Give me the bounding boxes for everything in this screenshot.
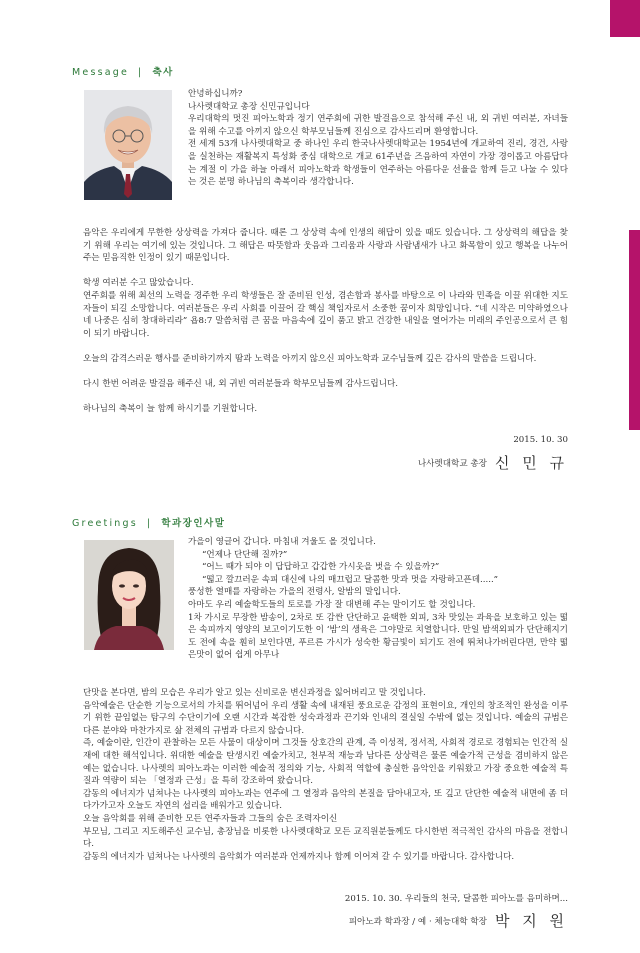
greetings-intro-line: “어느 때가 되야 이 답답하고 갑갑한 가시옷을 벗을 수 있을까?” <box>202 562 440 573</box>
message-paragraph: 연주회를 위해 최선의 노력을 경주한 우리 학생들은 잘 준비된 인성, 겸손함과 봉사를 바탕으로 이 나라와 민족을 이끌 위대한 지도자들이 되길 소망합니다. 여러분들은 우리 사회를 이끌어 갈 핵심 책임자로서 소중한 꿈이자 희망입니다. “네 시작은 미약하였으나 네 나중은 심히 창대하리라” 욥8:7 말씀처럼 큰 꿈을 마음속에 깊이 품고 밝고 건강한 내일을 열어가는 미래의 주인공으로서 큰 힘이 되기 바랍니다. <box>83 290 568 339</box>
message-signer-name: 신 민 규 <box>494 454 568 472</box>
message-heading <box>72 64 174 78</box>
greetings-heading-en: Greetings <box>72 518 138 529</box>
message-date: 2015. 10. 30 <box>513 435 568 445</box>
greetings-paragraph: 음악예술은 단순한 기능으로서의 가치를 뛰어넘어 우리 생활 속에 내재된 풍요로운 감정의 표현이요, 개인의 창조적인 완성을 이루기 위한 끝임없는 탐구의 수단이기에 오랜 시간과 복잡한 성숙과정과 끈기와 인내의 결실일 수밖에 없는 것입니다. 예술의 규범은 다른 분야와 마찬가지로 삶 전체의 규범과 다르지 않습니다. <box>83 700 568 736</box>
greetings-paragraph: 감동의 에너지가 넘쳐나는 나사렛의 음악회가 여러분과 언제까지나 함께 이어져 갈 수 있기를 바랍니다. 감사합니다. <box>83 851 515 862</box>
greetings-heading-separator: | <box>146 518 153 529</box>
greetings-paragraph: 즉, 예술이란, 인간이 관찰하는 모든 사물이 대상이며 그것들 상호간의 관계, 즉 이성적, 정서적, 사회적 경로로 경험되는 인간적 실재에 대한 해석입니다. 위대한 예술을 탄생시킨 예술가치고, 천부적 재능과 남다른 상상력은 물론 예술가적 근성을 겸비하지 않은 예는 없습니다. 나사렛의 피아노과는 이러한 예술적 정의와 기능, 사회적 역할에 충실한 음악인을 키워왔고 가장 중요한 예술적 특질과 역량이 되는 「열정과 근성」을 특히 강조하여 왔습니다. <box>83 738 568 787</box>
greetings-intro-line: 아마도 우리 예술학도들의 토로를 가장 잘 대변해 주는 말이기도 할 것입니다. <box>188 599 476 610</box>
greetings-heading-ko: 학과장인사말 <box>161 518 226 529</box>
greetings-signature <box>349 910 568 931</box>
message-intro-line: 안녕하십니까? <box>188 89 243 99</box>
message-heading-separator: | <box>138 67 144 78</box>
dean-photo <box>84 540 174 650</box>
greetings-heading <box>72 515 225 529</box>
message-heading-ko: 축사 <box>152 67 174 78</box>
message-paragraph: 음악은 우리에게 무한한 상상력을 가져다 줍니다. 때론 그 상상력 속에 인생의 해답이 있을 때도 있습니다. 그 상상력의 해답을 찾기 위해 우리는 여기에 있는 것입니다. 그 해답은 따뜻함과 웃음과 그리움과 사랑과 사람냄새가 나고 화목함이 있고 행복을 나누어 주는 믿음직한 인정이 있기 때문입니다. <box>83 228 568 264</box>
greetings-paragraph: 오늘 음악회를 위해 준비한 모든 연주자들과 그들의 숨은 조력자이신 <box>83 813 338 824</box>
message-paragraph: 학생 여러분 수고 많았습니다. <box>83 278 194 289</box>
greetings-intro-line: “언제나 단단해 질까?” <box>202 549 288 560</box>
greetings-paragraph: 단맛을 본다면, 밤의 모습은 우리가 알고 있는 신비로운 변신과정을 잃어버리고 말 것입니다. <box>83 688 426 698</box>
greetings-signer-title: 피아노과 학과장 / 예 · 체능대학 학장 <box>348 917 487 927</box>
greetings-paragraph: 감동의 에너지가 넘쳐나는 나사렛의 피아노과는 연주에 그 열정과 음악의 본질을 담아내고자, 또 깊고 단단한 예술적 내면에 좀 더 다가가고자 오늘도 자연의 섭리을 배워가고 있습니다. <box>83 788 568 812</box>
message-intro-line: 전 세계 53개 나사렛대학교 중 하나인 우리 한국나사렛대학교는 1954년에 개교하여 진리, 경건, 사랑을 실천하는 재활복지 특성화 중심 대학으로 개교 61주년을 즈음하여 자연이 가장 경이롭고 아름답다는 계절 이 가을 하늘 아래서 피아노학과 학생들이 연주하는 아름다운 선율을 함께 듣고 나눌 수 있다는 것은 분명 하나님의 축복이라 생각합니다. <box>188 139 568 188</box>
message-intro <box>188 88 568 189</box>
accent-corner-bar <box>610 0 640 37</box>
message-intro-line: 나사렛대학교 총장 신민규입니다 <box>188 101 310 112</box>
greetings-closing: 2015. 10. 30. 우리들의 천국, 달콤한 피아노를 음미하며... <box>344 894 568 904</box>
greetings-intro-line: 가을이 영글어 갑니다. 마침내 겨울도 올 것입니다. <box>188 537 376 547</box>
message-signature <box>418 452 568 473</box>
accent-side-bar <box>629 230 640 430</box>
greetings-intro-line: “떫고 깔끄러운 속피 대신에 나의 매끄럽고 달콤한 맛과 멋을 자랑하고픈데.....” <box>202 574 499 585</box>
greetings-intro-line: 풍성한 열매를 자랑하는 가을의 전령사, 알밤의 말입니다. <box>188 587 401 598</box>
greetings-intro <box>188 536 568 662</box>
message-paragraph: 오늘의 감격스러운 행사를 준비하기까지 땀과 노력을 아끼지 않으신 피아노학과 교수님들께 깊은 감사의 말씀을 드립니다. <box>83 353 537 364</box>
message-signer-title: 나사렛대학교 총장 <box>417 459 487 469</box>
message-paragraph: 하나님의 축복이 늘 함께 하시기를 기원합니다. <box>83 404 258 415</box>
president-photo <box>84 90 172 200</box>
message-heading-en: Message <box>72 67 130 78</box>
message-body <box>83 227 568 416</box>
message-intro-line: 우리대학의 멋진 피아노학과 정기 연주회에 귀한 발걸음으로 참석해 주신 내, 외 귀빈 여러분, 자녀들을 위해 수고를 아끼지 않으신 학부모님들께 진심으로 감사드리며 환영합니다. <box>188 114 568 137</box>
message-paragraph: 다시 한번 어려운 발걸음 해주신 내, 외 귀빈 여러분들과 학부모님들께 감사드립니다. <box>83 379 399 390</box>
greetings-intro-line: 1차 가시로 무장한 밤송이, 2차로 또 감싼 단단하고 윤택한 외피, 3차 맛있는 과육을 보호하고 있는 떫은 속피까지 영양의 보고이기도한 이 ‘밤’의 생육은 그야말로 치열합니다. 만일 밤색외피가 단단해지기도 전에 속을 훤히 보인다면, 푸르른 가시가 성숙한 황금빛이 되기도 전에 뛰쳐나가버린다면, 만약 떫은맛이 없어 쉽게 아무나 <box>188 612 568 661</box>
greetings-signer-name: 박 지 원 <box>494 912 568 930</box>
greetings-paragraph: 부모님, 그리고 지도해주신 교수님, 총장님을 비롯한 나사렛대학교 모든 교직원분들께도 다시한번 적극적인 감사의 마음을 전합니다. <box>83 826 568 850</box>
greetings-body <box>83 687 568 863</box>
